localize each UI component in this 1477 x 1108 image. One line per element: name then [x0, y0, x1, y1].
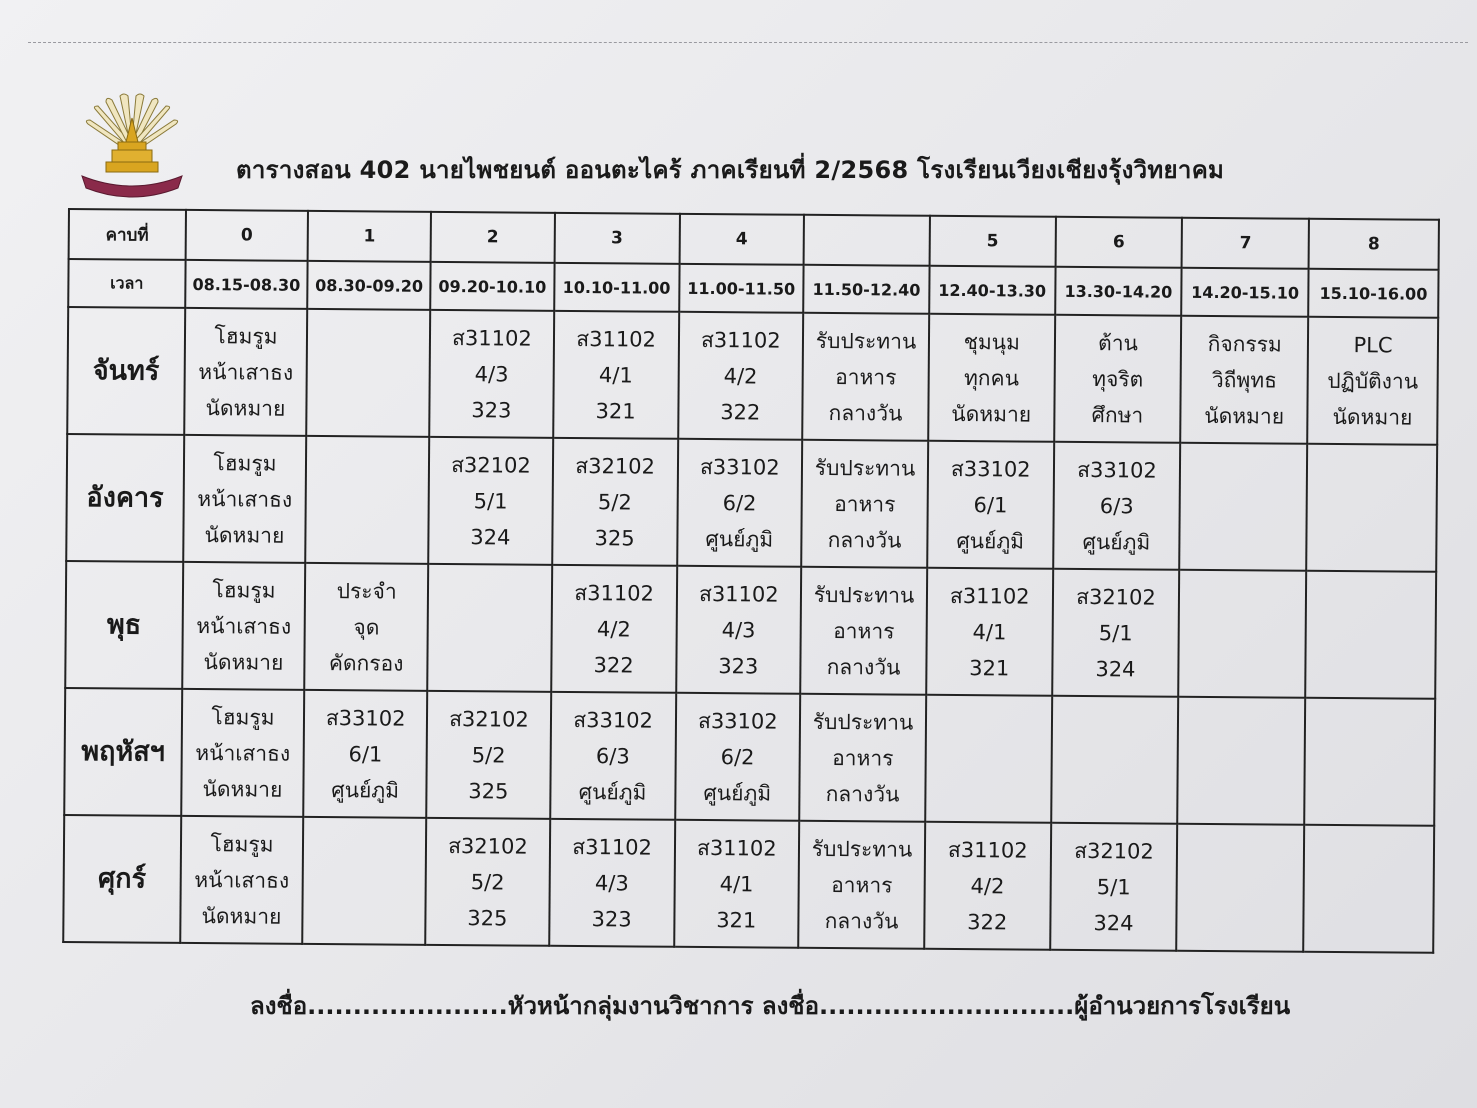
cell-line: รับประทาน: [815, 328, 917, 354]
schedule-cell: [550, 692, 676, 820]
cell-line: ศูนย์ภูมิ: [1082, 529, 1151, 555]
cell-line: ทุกคน: [963, 365, 1020, 390]
day-row: [64, 688, 1435, 826]
cell-line: ส32102: [449, 706, 529, 732]
cell-line: 4/2: [970, 873, 1005, 898]
schedule-cell: [425, 818, 550, 946]
schedule-cell: [1303, 825, 1434, 953]
schedule-cell: [181, 689, 305, 817]
schedule-cell: [1051, 696, 1179, 824]
cell-line: 5/2: [470, 869, 505, 894]
cell-line: ส33102: [573, 707, 654, 733]
cell-line: อาหาร: [832, 745, 894, 770]
cell-line: หน้าเสาธง: [197, 486, 293, 512]
cell-line: 322: [593, 652, 634, 677]
cell-line: ส32102: [1076, 584, 1156, 610]
teaching-schedule-table: [62, 208, 1440, 954]
time-label: เวลา: [68, 259, 185, 308]
time-range-cell: 13.30-14.20: [1055, 267, 1182, 316]
cell-line: อาหาร: [835, 364, 897, 390]
cell-line: รับประทาน: [812, 709, 914, 735]
cell-line: นัดหมาย: [203, 649, 284, 675]
cell-line: อาหาร: [833, 618, 895, 644]
cell-line: หน้าเสาธง: [195, 740, 291, 766]
cell-line: 5/1: [1098, 620, 1133, 645]
schedule-cell: [427, 564, 552, 692]
schedule-cell: [429, 310, 554, 438]
schedule-cell: [306, 436, 430, 564]
cell-line: 4/2: [596, 616, 631, 641]
day-row: [66, 434, 1437, 572]
cell-line: ประจำ: [336, 578, 397, 604]
cell-line: กลางวัน: [828, 400, 903, 426]
cell-line: 6/2: [720, 744, 755, 769]
schedule-cell: [1307, 317, 1438, 445]
schedule-cell: [307, 309, 431, 437]
cell-line: ศูนย์ภูมิ: [578, 779, 647, 805]
time-range-cell: 11.00-11.50: [679, 264, 804, 313]
cell-line: กลางวัน: [825, 781, 900, 807]
cell-line: 5/1: [473, 488, 508, 513]
page-title: ตารางสอน 402 นายไพชยนต์ ออนตะไคร้ ภาคเรียนที่ 2/2568 โรงเรียนเวียงเชียงรุ้งวิทยาคม: [236, 156, 1225, 184]
day-name: จันทร์: [67, 307, 185, 435]
time-range-cell: 11.50-12.40: [803, 265, 929, 314]
cell-line: ศูนย์ภูมิ: [956, 528, 1025, 554]
day-name: พฤหัสฯ: [64, 688, 182, 816]
cell-line: 4/1: [719, 871, 754, 896]
period-number-cell: 3: [554, 213, 679, 264]
period-number-cell: 4: [679, 214, 804, 265]
cell-line: 5/2: [597, 489, 632, 514]
period-number-cell: 5: [930, 216, 1056, 267]
schedule-cell: [1178, 697, 1306, 825]
day-row: [65, 561, 1436, 699]
schedule-cell: [1304, 698, 1435, 826]
cell-line: ส32102: [448, 833, 528, 859]
cell-line: กลางวัน: [827, 527, 902, 553]
cell-line: อาหาร: [831, 872, 893, 897]
schedule-cell: [303, 817, 427, 945]
dotted-divider: [28, 42, 1468, 43]
day-row: [63, 815, 1434, 953]
schedule-cell: [799, 694, 926, 822]
cell-line: ส32102: [1074, 838, 1154, 864]
schedule-cell: [428, 437, 553, 565]
schedule-cell: [551, 565, 677, 693]
cell-line: หน้าเสาธง: [198, 359, 294, 385]
schedule-cell: [305, 563, 429, 691]
schedule-cell: [182, 562, 306, 690]
cell-line: จุด: [353, 614, 380, 639]
schedule-cell: [927, 441, 1054, 569]
cell-line: กิจกรรม: [1207, 331, 1282, 357]
cell-line: 5/1: [1096, 874, 1131, 899]
cell-line: หน้าเสาธง: [196, 613, 292, 639]
cell-line: 4/1: [972, 619, 1007, 644]
time-range-cell: 10.10-11.00: [554, 263, 679, 312]
schedule-cell: [1050, 823, 1178, 951]
cell-line: 325: [467, 905, 508, 930]
schedule-cell: [1177, 824, 1305, 952]
day-name: อังคาร: [66, 434, 184, 562]
cell-line: 324: [470, 524, 511, 549]
day-row: [67, 307, 1438, 445]
cell-line: รับประทาน: [813, 582, 915, 608]
cell-line: ส33102: [950, 456, 1031, 482]
period-number-cell: 2: [431, 212, 555, 263]
cell-line: 323: [591, 906, 632, 931]
cell-line: 322: [967, 909, 1008, 934]
schedule-cell: [1181, 316, 1309, 444]
schedule-cell: [928, 314, 1055, 442]
schedule-cell: [1306, 444, 1437, 572]
cell-line: ศูนย์ภูมิ: [705, 526, 774, 552]
cell-line: หน้าเสาธง: [194, 867, 290, 893]
cell-line: 322: [720, 399, 761, 424]
schedule-cell: [180, 816, 304, 944]
cell-line: คัดกรอง: [328, 650, 404, 676]
signature-line: ลงชื่อ......................หัวหน้ากลุ่มงานวิชาการ ลงชื่อ............................ผู้อำนวยการโรงเรียน: [250, 992, 1291, 1020]
cell-line: อาหาร: [834, 491, 896, 517]
cell-line: 323: [471, 397, 512, 422]
time-range-cell: 08.15-08.30: [185, 260, 308, 309]
schedule-cell: [798, 821, 925, 949]
cell-line: 5/2: [471, 742, 506, 767]
schedule-cell: [678, 312, 804, 440]
schedule-cell: [1179, 570, 1307, 698]
time-range-cell: 12.40-13.30: [929, 266, 1055, 315]
cell-line: นัดหมาย: [204, 522, 285, 548]
cell-line: ส33102: [325, 705, 406, 731]
cell-line: ส31102: [949, 583, 1030, 609]
cell-line: นัดหมาย: [951, 401, 1032, 427]
cell-line: นัดหมาย: [1204, 403, 1285, 429]
schedule-cell: [1052, 569, 1180, 697]
cell-line: ปฏิบัติงาน: [1327, 368, 1419, 394]
schedule-cell: [1054, 315, 1182, 443]
period-number-cell: 6: [1055, 217, 1182, 268]
time-range-cell: 08.30-09.20: [308, 261, 431, 310]
day-name: ศุกร์: [63, 815, 181, 943]
cell-line: กลางวัน: [824, 908, 899, 934]
cell-line: นัดหมาย: [1332, 404, 1413, 430]
cell-line: 4/3: [721, 617, 756, 642]
cell-line: นัดหมาย: [201, 903, 282, 929]
period-number-cell: [804, 215, 930, 266]
schedule-cell: [1305, 571, 1436, 699]
cell-line: ส31102: [696, 835, 777, 861]
schedule-cell: [925, 695, 1052, 823]
cell-line: โฮมรูม: [211, 704, 275, 730]
schedule-cell: [304, 690, 428, 818]
schedule-cell: [676, 566, 802, 694]
cell-line: ชุมนุม: [963, 329, 1021, 354]
cell-line: ส32102: [451, 452, 531, 478]
cell-line: 6/2: [722, 490, 757, 515]
time-range-cell: 15.10-16.00: [1308, 269, 1438, 318]
cell-line: ส31102: [572, 834, 653, 860]
schedule-cell: [800, 567, 927, 695]
schedule-cell: [674, 820, 800, 948]
cell-line: ทุจริต: [1092, 366, 1144, 391]
cell-line: ส31102: [698, 581, 779, 607]
cell-line: ศูนย์ภูมิ: [331, 777, 400, 803]
cell-line: นัดหมาย: [202, 776, 283, 802]
day-name: พุธ: [65, 561, 183, 689]
cell-line: ส33102: [699, 454, 780, 480]
schedule-cell: [1053, 442, 1181, 570]
period-number-cell: 1: [308, 211, 431, 262]
cell-line: 6/3: [1099, 493, 1134, 518]
schedule-cell: [552, 438, 678, 566]
schedule-cell: [926, 568, 1053, 696]
cell-line: 325: [468, 778, 509, 803]
period-number-cell: 0: [185, 210, 308, 261]
cell-line: ต้าน: [1098, 330, 1139, 355]
time-range-cell: 14.20-15.10: [1182, 268, 1309, 317]
cell-line: ส32102: [575, 453, 656, 479]
period-label: คาบที่: [69, 209, 186, 260]
cell-line: 4/3: [594, 870, 629, 895]
schedule-cell: [1180, 443, 1308, 571]
cell-line: ส31102: [574, 580, 655, 606]
schedule-cell: [549, 819, 675, 947]
cell-line: โฮมรูม: [214, 323, 278, 349]
period-number-cell: 8: [1309, 219, 1439, 270]
cell-line: ศูนย์ภูมิ: [703, 780, 772, 806]
schedule-cell: [553, 311, 679, 439]
cell-line: โฮมรูม: [212, 577, 276, 603]
cell-line: 6/1: [973, 492, 1008, 517]
cell-line: PLC: [1353, 332, 1393, 357]
schedule-cell: [426, 691, 551, 819]
cell-line: 321: [595, 398, 636, 423]
cell-line: ส33102: [697, 708, 778, 734]
cell-line: 4/3: [474, 361, 509, 386]
cell-line: 324: [1093, 910, 1134, 935]
cell-line: 4/1: [598, 362, 633, 387]
school-emblem-logo: [76, 92, 188, 204]
cell-line: 4/2: [723, 363, 758, 388]
cell-line: ส31102: [576, 326, 657, 352]
schedule-cell: [183, 435, 307, 563]
cell-line: ส31102: [700, 327, 781, 353]
cell-line: รับประทาน: [811, 836, 913, 862]
cell-line: ส31102: [947, 837, 1028, 863]
time-range-cell: 09.20-10.10: [430, 262, 554, 311]
cell-line: โฮมรูม: [213, 450, 277, 476]
cell-line: 321: [969, 655, 1010, 680]
cell-line: ส31102: [452, 325, 532, 351]
cell-line: กลางวัน: [826, 654, 901, 680]
cell-line: นัดหมาย: [205, 395, 286, 421]
cell-line: 323: [718, 653, 759, 678]
cell-line: 324: [1095, 656, 1136, 681]
cell-line: ศึกษา: [1091, 402, 1144, 427]
cell-line: รับประทาน: [814, 455, 916, 481]
schedule-cell: [924, 822, 1051, 950]
cell-line: โฮมรูม: [210, 831, 274, 857]
schedule-cell: [802, 313, 929, 441]
period-number-cell: 7: [1182, 218, 1309, 269]
schedule-cell: [184, 308, 308, 436]
cell-line: 6/1: [348, 741, 383, 766]
schedule-cell: [677, 439, 803, 567]
schedule-cell: [675, 693, 801, 821]
cell-line: 321: [716, 907, 757, 932]
cell-line: 325: [594, 525, 635, 550]
cell-line: ส33102: [1077, 457, 1157, 483]
cell-line: วิถีพุทธ: [1211, 367, 1278, 393]
cell-line: 6/3: [595, 743, 630, 768]
schedule-cell: [801, 440, 928, 568]
